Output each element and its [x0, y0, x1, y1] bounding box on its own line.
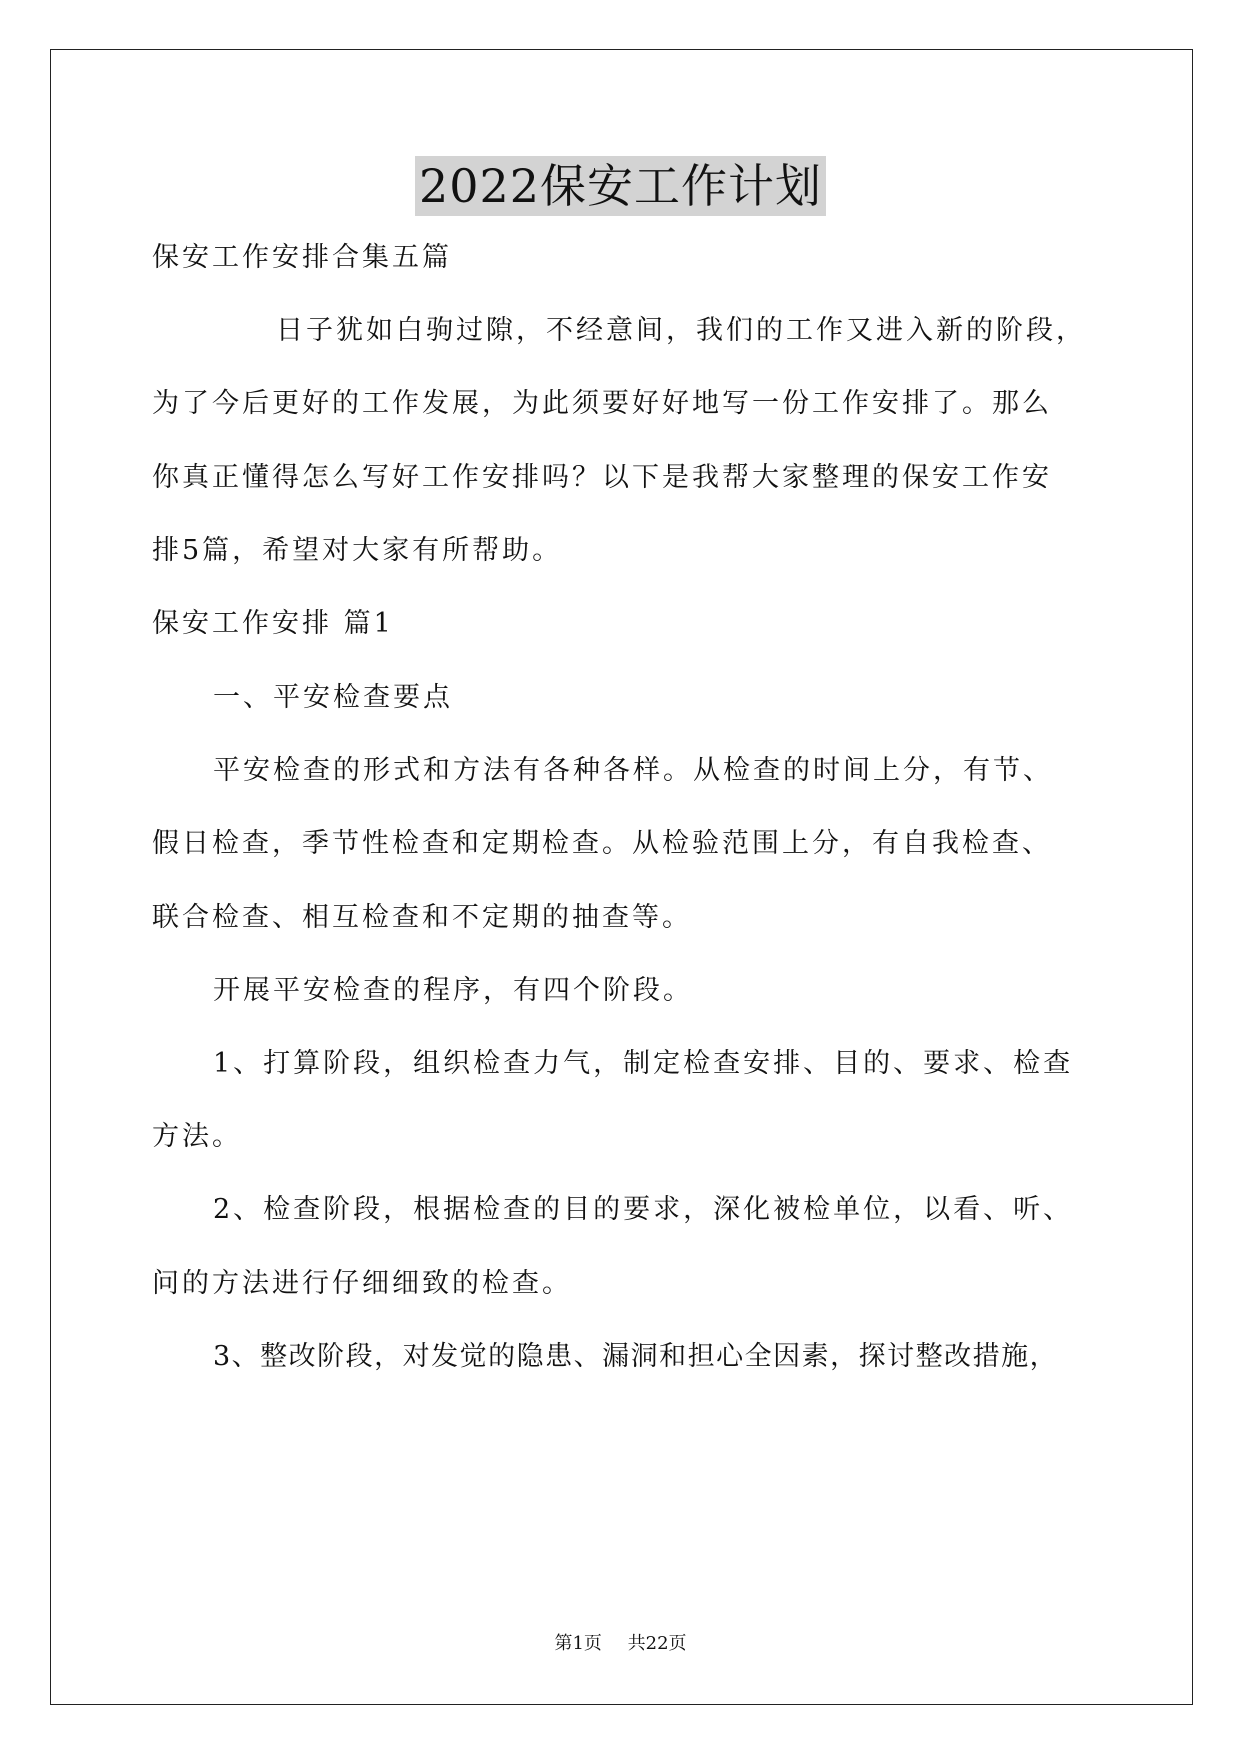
- page-footer: [0, 1632, 1241, 1656]
- paragraph-line: 你真正懂得怎么写好工作安排吗？以下是我帮大家整理的保安工作安: [152, 462, 1052, 493]
- title-container: [0, 156, 1241, 216]
- paragraph-line: 问的方法进行仔细细致的检查。: [152, 1268, 572, 1299]
- paragraph-line: 3、整改阶段，对发觉的隐患、漏洞和担心全因素，探讨整改措施，: [213, 1341, 1059, 1372]
- paragraph-line: 联合检查、相互检查和不定期的抽查等。: [152, 902, 692, 933]
- section-heading: 保安工作安排 篇1: [152, 608, 394, 639]
- page-number: 第1页: [554, 1633, 602, 1654]
- document-title: 2022保安工作计划: [415, 156, 826, 216]
- paragraph-line: 开展平安检查的程序，有四个阶段。: [213, 975, 693, 1006]
- paragraph-line: 为了今后更好的工作发展，为此须要好好地写一份工作安排了。那么: [152, 388, 1052, 419]
- paragraph-line: 平安检查的形式和方法有各种各样。从检查的时间上分，有节、: [213, 755, 1053, 786]
- paragraph-line: 1、打算阶段，组织检查力气，制定检查安排、目的、要求、检查: [213, 1048, 1074, 1079]
- subtitle-line: 保安工作安排合集五篇: [152, 242, 452, 273]
- paragraph-line: 日子犹如白驹过隙，不经意间，我们的工作又进入新的阶段，: [276, 315, 1086, 346]
- subsection-heading: 一、平安检查要点: [213, 682, 453, 713]
- paragraph-line: 排5篇，希望对大家有所帮助。: [152, 535, 563, 566]
- paragraph-line: 2、检查阶段，根据检查的目的要求，深化被检单位，以看、听、: [213, 1194, 1074, 1225]
- paragraph-line: 假日检查，季节性检查和定期检查。从检验范围上分，有自我检查、: [152, 828, 1052, 859]
- page-total: 共22页: [627, 1633, 687, 1654]
- page-border: [50, 49, 1193, 1705]
- paragraph-line: 方法。: [152, 1121, 242, 1152]
